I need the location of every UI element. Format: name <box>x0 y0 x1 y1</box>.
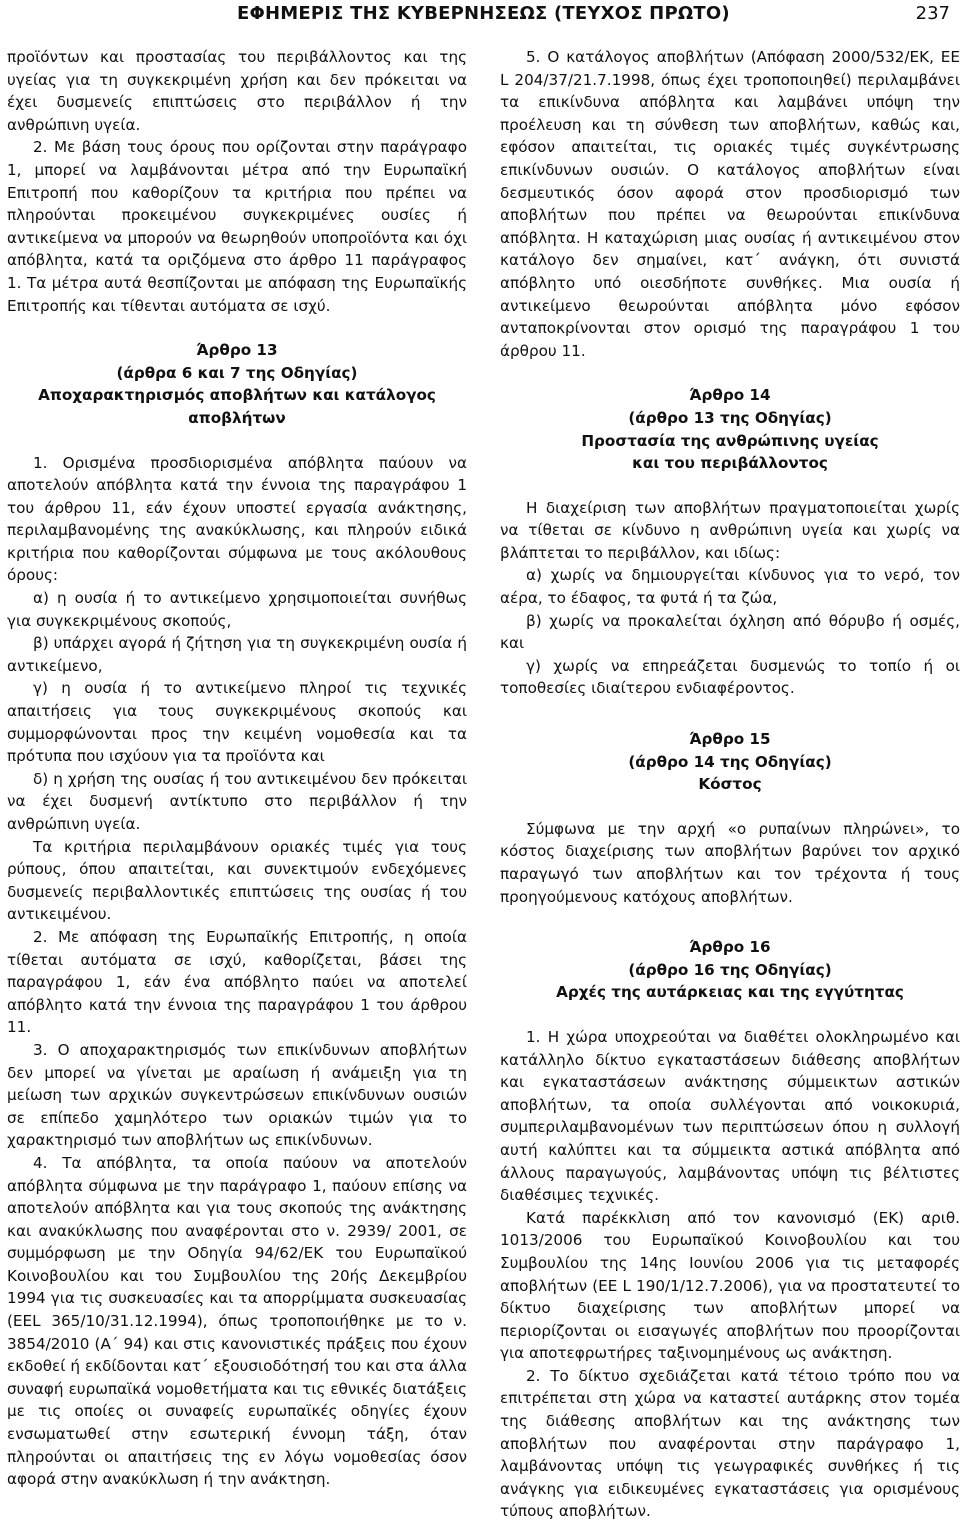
list-item: α) η ουσία ή το αντικείμενο χρησιμοποιείται συνήθως για συγκεκριμένους σκοπούς, <box>7 589 467 630</box>
article-number: Άρθρο 16 <box>689 938 771 957</box>
article-source: (άρθρο 16 της Οδηγίας) <box>628 960 832 979</box>
list-item: α) χωρίς να δημιουργείται κίνδυνος για το νερό, τον αέρα, το έδαφος, τα φυτά ή τα ζώα, <box>500 566 960 608</box>
left-column <box>7 46 467 1491</box>
paragraph: 2. Το δίκτυο σχεδιάζεται κατά τέτοιο τρόπο που να επιτρέπεται στη χώρα να καταστεί αυτάρκης στον τομέα της διάθεσης αποβλήτων και της ανάκτησης των αποβλήτων που αναφέρονται στην παράγραφο 1, λαμβάνοντας υπόψη τις γεωγραφικές συνθήκες ή τις ανάγκης για ειδικευμένες εγκαταστάσεις για ορισμένους τύπους αποβλήτων. <box>500 1366 960 1521</box>
page-number: 237 <box>915 3 950 24</box>
paragraph: 4. Τα απόβλητα, τα οποία παύουν να αποτελούν απόβλητα σύμφωνα με την παράγραφο 1, παύουν επίσης να αποτελούν απόβλητα και για τους σκοπούς της ανάκτησης και ανακύκλωσης που αναφέρονται στο ν. 2939/ 2001, σε συμμόρφωση με την Οδηγία 94/62/ΕΚ του Ευρωπαϊκού Κοινοβουλίου και του Συμβουλίου της 20ής Δεκεμβρίου 1994 για τις συσκευασίες και τα απορρίμματα συσκευασίας (ΕΕL 365/10/31.12.1994), όπως τροποποιήθηκε με το ν. 3854/2010 (Α΄ 94) και στις κανονιστικές πράξεις που έχουν εκδοθεί ή εκδίδονται κατ΄ εξουσιοδότησή του και στα άλλα συναφή ευρωπαϊκά νομοθετήματα και τις εθνικές διατάξεις με τις οποίες οι συναφείς ευρωπαϊκές οδηγίες έχουν ενσωματωθεί στην εσωτερική έννομη τάξη, όταν πληρούνται οι απαιτήσεις της εν λόγω νομοθεσίας όσον αφορά στην ανακύκλωση ή την ανάκτηση. <box>7 1153 467 1489</box>
paragraph: 1. Η χώρα υποχρεούται να διαθέτει ολοκληρωμένο και κατάλληλο δίκτυο εγκαταστάσεων διάθεσης αποβλήτων και εγκαταστάσεων ανάκτησης σύμμεικτων αστικών αποβλήτων, τα οποία συλλέγονται από νοικοκυριά, συμπεριλαμβανομένων των περιπτώσεων όπου η συλλογή αυτή καλύπτει και τα σύμμεικτα αστικά απόβλητα από άλλους παραγωγούς, λαμβάνοντας υπόψη τις βέλτιστες διαθέσιμες τεχνικές. <box>500 1027 960 1205</box>
paragraph: Κατά παρέκκλιση από τον κανονισμό (ΕΚ) αριθ. 1013/2006 του Ευρωπαϊκού Κοινοβουλίου και του Συμβουλίου της 14ης Ιουνίου 2006 για τις μεταφορές αποβλήτων (ΕΕ L 190/1/12.7.2006), για να προστατευτεί το δίκτυο διαχείρισης των αποβλήτων μπορεί να περιορίζονται οι εισαγωγές αποβλήτων που προορίζονται για αποτεφρωτήρες ταξινομημένους ως ανάκτηση. <box>500 1208 960 1363</box>
article-title: Αποχαρακτηρισμός αποβλήτων και κατάλογος <box>38 386 436 405</box>
list-item: β) χωρίς να προκαλείται όχληση από θόρυβο ή οσμές, και <box>500 611 960 653</box>
article-source: (άρθρο 14 της Οδηγίας) <box>628 752 832 771</box>
list-item: γ) χωρίς να επηρεάζεται δυσμενώς το τοπίο ή οι τοποθεσίες ιδιαίτερου ενδιαφέροντος. <box>500 656 960 698</box>
list-item: δ) η χρήση της ουσίας ή του αντικειμένου δεν πρόκειται να έχει δυσμενή αντίκτυπο στο περιβάλλον ή την ανθρώπινη υγεία. <box>7 769 467 833</box>
article-16-heading <box>500 936 960 1004</box>
right-column <box>500 46 960 1523</box>
article-title-cont: αποβλήτων <box>188 408 286 427</box>
list-item: γ) η ουσία ή το αντικείμενο πληροί τις τεχνικές απαιτήσεις για τους συγκεκριμένους σκοπούς και συμμορφώνονται προς την κειμένη νομοθεσία και τα πρότυπα που ισχύουν για τα προϊόντα και <box>7 679 467 766</box>
paragraph: 2. Με απόφαση της Ευρωπαϊκής Επιτροπής, η οποία τίθεται αυτόματα σε ισχύ, καθορίζεται, βάσει της παραγράφου 1, εάν ένα απόβλητο παύει να αποτελεί απόβλητο κατά την έννοια της παραγράφου 1 του άρθρου 11. <box>7 927 467 1037</box>
paragraph: Τα κριτήρια περιλαμβάνουν οριακές τιμές για τους ρύπους, όπου απαιτείται, και συνεκτιμούν ενδεχόμενες δυσμενείς περιβαλλοντικές επιπτώσεις της ουσίας ή του αντικειμένου. <box>7 837 467 924</box>
paragraph: προϊόντων και προστασίας του περιβάλλοντος και της υγείας για τη συγκεκριμένη χρήση και δεν πρόκειται να έχει δυσμενείς επιπτώσεις στο περιβάλλον ή την ανθρώπινη υγεία. <box>7 48 467 134</box>
paragraph: 5. Ο κατάλογος αποβλήτων (Απόφαση 2000/532/ΕΚ, ΕΕ L 204/37/21.7.1998, όπως έχει τροποποιηθεί) περιλαμβάνει τα επικίνδυνα απόβλητα και λαμβάνει υπόψη την προέλευση και τη σύνθεση των αποβλήτων, καθώς και, εφόσον απαιτείται, τις οριακές τιμές συγκέντρωσης επικίνδυνων ουσιών. Ο κατάλογος αποβλήτων είναι δεσμευτικός όσον αφορά στον προσδιορισμό των αποβλήτων που πρέπει να θεωρούνται επικίνδυνα απόβλητα. Η καταχώριση μιας ουσίας ή αντικειμένου στον κατάλογο δεν σημαίνει, κατ΄ ανάγκη, ότι συνιστά απόβλητο υπό οιεσδήποτε συνθήκες. Μια ουσία ή αντικείμενο θεωρούνται απόβλητα μόνο εφόσον ανταποκρίνονται στον ορισμό της παραγράφου 1 του άρθρου 11. <box>500 48 960 360</box>
article-title-cont: και του περιβάλλοντος <box>632 454 828 473</box>
article-source: (άρθρα 6 και 7 της Οδηγίας) <box>116 363 358 382</box>
article-source: (άρθρο 13 της Οδηγίας) <box>628 408 832 427</box>
gazette-title: ΕΦΗΜΕΡΙΣ ΤΗΣ ΚΥΒΕΡΝΗΣΕΩΣ (ΤΕΥΧΟΣ ΠΡΩΤΟ) <box>237 3 730 24</box>
article-number: Άρθρο 13 <box>196 341 278 360</box>
article-number: Άρθρο 15 <box>689 730 771 749</box>
paragraph: 3. Ο αποχαρακτηρισμός των επικίνδυνων αποβλήτων δεν μπορεί να γίνεται με αραίωση ή ανάμειξη για τη μείωση των αρχικών συγκεντρώσεων επικίνδυνων ουσιών σε επίπεδο χαμηλότερο των οριακών τιμών για το χαρακτηρισμό των αποβλήτων ως επικίνδυνων. <box>7 1040 467 1150</box>
article-title: Προστασία της ανθρώπινης υγείας <box>581 431 879 450</box>
list-item: β) υπάρχει αγορά ή ζήτηση για τη συγκεκριμένη ουσία ή αντικείμενο, <box>7 634 467 675</box>
paragraph: Η διαχείριση των αποβλήτων πραγματοποιείται χωρίς να τίθεται σε κίνδυνο η ανθρώπινη υγεία και χωρίς να βλάπτεται το περιβάλλον, και ιδίως: <box>500 498 960 562</box>
article-title: Αρχές της αυτάρκειας και της εγγύτητας <box>556 983 904 1002</box>
article-14-heading <box>500 384 960 474</box>
article-number: Άρθρο 14 <box>689 386 771 405</box>
paragraph: Σύμφωνα με την αρχή «ο ρυπαίνων πληρώνει», το κόστος διαχείρισης των αποβλήτων βαρύνει τον αρχικό παραγωγό των αποβλήτων και τον τρέχοντα ή τους προηγούμενους κατόχους αποβλήτων. <box>500 819 960 906</box>
paragraph: 1. Ορισμένα προσδιορισμένα απόβλητα παύουν να αποτελούν απόβλητα κατά την έννοια της παραγράφου 1 του άρθρου 11, εάν έχουν υποστεί εργασία ανάκτησης, περιλαμβανομένης της ανακύκλωσης, και πληρούν ειδικά κριτήρια που καθορίζονται σύμφωνα με τους ακόλουθους όρους: <box>7 453 467 585</box>
article-15-heading <box>500 728 960 796</box>
page-header <box>0 0 960 34</box>
article-title: Κόστος <box>698 775 762 794</box>
paragraph: 2. Με βάση τους όρους που ορίζονται στην παράγραφο 1, μπορεί να λαμβάνονται μέτρα από την Ευρωπαϊκή Επιτροπή που καθορίζουν τα κριτήρια που πρέπει να πληρούνται προκειμένου συγκεκριμένες ουσίες ή αντικείμενα να μπορούν να θεωρηθούν υποπροϊόντα και όχι απόβλητα, κατά τα οριζόμενα στο άρθρο 11 παράγραφος 1. Τα μέτρα αυτά θεσπίζονται με απόφαση της Ευρωπαϊκής Επιτροπής και τίθενται αυτόματα σε ισχύ. <box>7 138 467 315</box>
article-13-heading <box>7 339 467 429</box>
